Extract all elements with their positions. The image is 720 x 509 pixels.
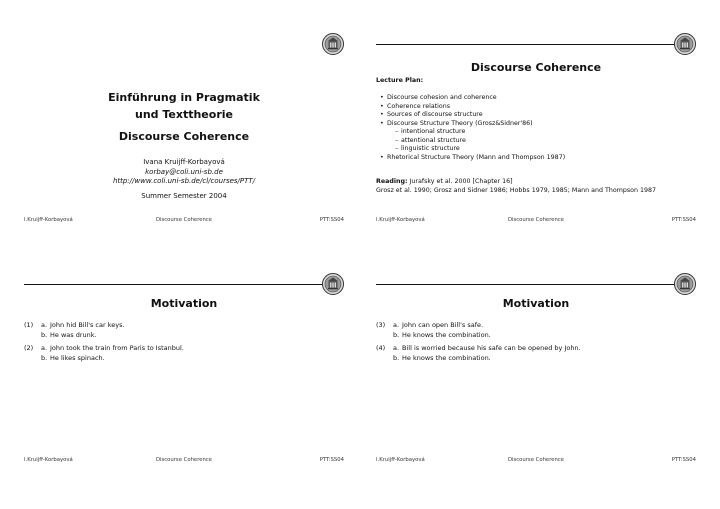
example-label: b.	[393, 331, 400, 339]
example-text: John can open Bill's safe.	[402, 321, 484, 329]
example-line	[376, 320, 696, 330]
reading-label: Reading:	[376, 178, 408, 185]
lecture-plan-list	[380, 94, 565, 162]
footer-course: PTT:SS04	[319, 457, 344, 463]
slide-title	[24, 30, 344, 250]
example-label: a.	[41, 321, 48, 329]
course-title: Einführung in Pragmatik und Texttheorie	[108, 91, 260, 121]
example-label: b.	[393, 354, 400, 362]
author-name: Ivana Kruijff-Korbayová	[143, 158, 225, 166]
example-text: He knows the combination.	[402, 331, 491, 339]
example-number: (1)	[24, 321, 34, 329]
example-line	[24, 343, 344, 353]
footer-title: Discourse Coherence	[507, 457, 565, 463]
example-line	[376, 343, 696, 353]
plan-subitem: – intentional structure	[380, 128, 565, 137]
footer-author: I.Kruijff-Korbayová	[376, 217, 425, 223]
footer-author: I.Kruijff-Korbayová	[376, 457, 425, 463]
university-seal-icon	[322, 272, 344, 296]
author-info	[24, 158, 344, 201]
lecture-title: Discourse Coherence	[118, 130, 250, 143]
example-text: John hid Bill's car keys.	[50, 321, 125, 329]
slide-heading: Motivation	[150, 297, 218, 310]
example-number: (2)	[24, 344, 34, 352]
example-text: He was drunk.	[50, 331, 97, 339]
university-seal-icon	[322, 32, 344, 56]
example-text: He likes spinach.	[50, 354, 105, 362]
footer-title: Discourse Coherence	[155, 217, 213, 223]
plan-item: • Coherence relations	[380, 103, 565, 112]
header-rule	[24, 284, 326, 285]
example-label: b.	[41, 331, 48, 339]
example-number: (3)	[376, 321, 386, 329]
header-rule	[376, 284, 678, 285]
plan-item: • Sources of discourse structure	[380, 111, 565, 120]
footer-course: PTT:SS04	[671, 217, 696, 223]
slide-heading: Discourse Coherence	[470, 61, 602, 74]
reading-list	[376, 178, 696, 196]
plan-item: • Discourse Structure Theory (Grosz&Sidner'86)	[380, 120, 565, 129]
author-email[interactable]: korbay@coli.uni-sb.de	[145, 167, 223, 176]
footer-course: PTT:SS04	[319, 217, 344, 223]
semester: Summer Semester 2004	[141, 191, 227, 200]
example-list	[24, 320, 344, 363]
example-line	[24, 320, 344, 330]
course-url[interactable]: http://www.coli.uni-sb.de/cl/courses/PTT/	[112, 177, 256, 185]
lecture-plan-label: Lecture Plan:	[376, 77, 424, 84]
footer-title: Discourse Coherence	[507, 217, 565, 223]
plan-subitem: – attentional structure	[380, 137, 565, 146]
example-line	[376, 353, 696, 363]
slide-lecture-plan	[376, 30, 696, 250]
reading-primary: Jurafsky et al. 2000 [Chapter 16]	[409, 178, 513, 185]
slide-heading: Motivation	[502, 297, 570, 310]
university-seal-icon	[674, 272, 696, 296]
example-number: (4)	[376, 344, 386, 352]
header-rule	[376, 44, 678, 45]
example-label: a.	[393, 321, 400, 329]
example-label: a.	[41, 344, 48, 352]
reading-secondary: Grosz et al. 1990; Grosz and Sidner 1986; Hobbs 1979, 1985; Mann and Thompson 1987	[376, 186, 656, 194]
example-label: b.	[41, 354, 48, 362]
example-text: John took the train from Paris to Istanbul.	[50, 344, 184, 352]
plan-subitem: – linguistic structure	[380, 145, 565, 154]
slide-motivation-1	[24, 270, 344, 490]
example-list	[376, 320, 696, 363]
footer-author: I.Kruijff-Korbayová	[24, 217, 73, 223]
slide-motivation-2	[376, 270, 696, 490]
university-seal-icon	[674, 32, 696, 56]
example-line	[24, 353, 344, 363]
footer-author: I.Kruijff-Korbayová	[24, 457, 73, 463]
plan-item: • Discourse cohesion and coherence	[380, 94, 565, 103]
footer-title: Discourse Coherence	[155, 457, 213, 463]
example-line	[24, 330, 344, 340]
plan-item: • Rhetorical Structure Theory (Mann and Thompson 1987)	[380, 154, 565, 163]
example-label: a.	[393, 344, 400, 352]
example-text: Bill is worried because his safe can be opened by John.	[402, 344, 581, 352]
example-line	[376, 330, 696, 340]
example-text: He knows the combination.	[402, 354, 491, 362]
footer-course: PTT:SS04	[671, 457, 696, 463]
